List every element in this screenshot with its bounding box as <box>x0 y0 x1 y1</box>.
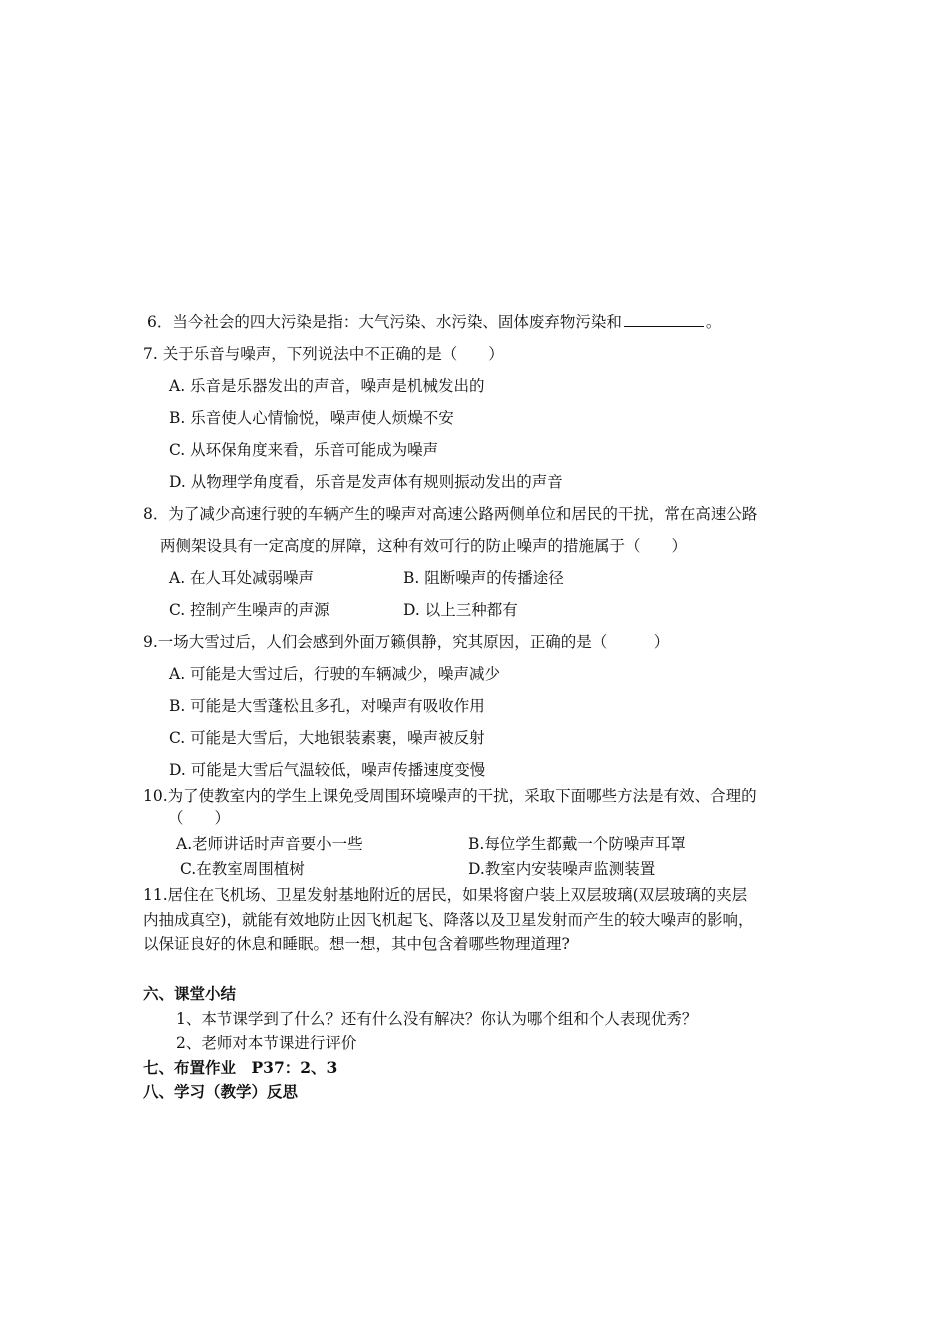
question-8-stem-line-1: 8．为了减少高速行驶的车辆产生的噪声对高速公路两侧单位和居民的干扰，常在高速公路 <box>143 505 758 523</box>
question-10-option-a: A.老师讲话时声音要小一些 <box>176 835 363 853</box>
question-8-option-b: B. 阻断噪声的传播途径 <box>403 569 564 587</box>
question-8-option-d: D. 以上三种都有 <box>403 601 518 619</box>
question-6 <box>147 312 721 332</box>
question-7-option-a: A. 乐音是乐器发出的声音，噪声是机械发出的 <box>169 377 485 395</box>
question-11-line-1: 11.居住在飞机场、卫星发射基地附近的居民，如果将窗户装上双层玻璃(双层玻璃的夹层 <box>143 886 748 904</box>
section-8-heading: 八、学习（教学）反思 <box>143 1082 299 1101</box>
question-9-option-b: B. 可能是大雪蓬松且多孔，对噪声有吸收作用 <box>169 697 485 715</box>
question-11-line-2: 内抽成真空)，就能有效地防止因飞机起飞、降落以及卫星发射而产生的较大噪声的影响， <box>143 911 754 929</box>
section-7-heading: 七、布置作业 P37：2、3 <box>143 1058 338 1077</box>
question-6-text: 6．当今社会的四大污染是指：大气污染、水污染、固体废弃物污染和 <box>147 313 622 331</box>
question-9-option-a: A. 可能是大雪过后，行驶的车辆减少，噪声减少 <box>169 665 501 683</box>
section-6-heading: 六、课堂小结 <box>143 984 237 1003</box>
question-8-option-a: A. 在人耳处减弱噪声 <box>169 569 315 587</box>
question-10-option-d: D.教室内安装噪声监测装置 <box>468 860 656 878</box>
question-10-stem-line-1: 10.为了使教室内的学生上课免受周围环境噪声的干扰，采取下面哪些方法是有效、合理的 <box>143 787 757 805</box>
question-7-option-d: D. 从物理学角度看，乐音是发声体有规则振动发出的声音 <box>169 473 563 491</box>
question-7-option-b: B. 乐音使人心情愉悦，噪声使人烦燥不安 <box>169 409 454 427</box>
question-10-option-b: B.每位学生都戴一个防噪声耳罩 <box>468 835 686 853</box>
question-8-option-c: C. 控制产生噪声的声源 <box>169 601 330 619</box>
question-9-stem: 9.一场大雪过后，人们会感到外面万籁俱静，究其原因，正确的是（ ） <box>143 633 670 651</box>
question-11-line-3: 以保证良好的休息和睡眠。想一想，其中包含着哪些物理道理? <box>143 935 570 953</box>
section-6-item-2: 2、老师对本节课进行评价 <box>176 1034 357 1052</box>
question-7-option-c: C. 从环保角度来看，乐音可能成为噪声 <box>169 441 439 459</box>
question-7-stem: 7. 关于乐音与噪声，下列说法中不正确的是（ ） <box>143 345 504 363</box>
question-9-option-c: C. 可能是大雪后，大地银装素裹，噪声被反射 <box>169 729 485 747</box>
section-6-item-1: 1、本节课学到了什么？还有什么没有解决？你认为哪个组和个人表现优秀？ <box>176 1010 698 1028</box>
question-10-stem-line-2: （ ） <box>168 809 231 827</box>
answer-blank <box>624 312 704 327</box>
question-10-option-c: C.在教室周围植树 <box>180 860 305 878</box>
question-6-end: 。 <box>705 313 722 331</box>
question-9-option-d: D. 可能是大雪后气温较低，噪声传播速度变慢 <box>169 761 486 779</box>
question-8-stem-line-2: 两侧架设具有一定高度的屏障，这种有效可行的防止噪声的措施属于（ ） <box>160 537 688 555</box>
